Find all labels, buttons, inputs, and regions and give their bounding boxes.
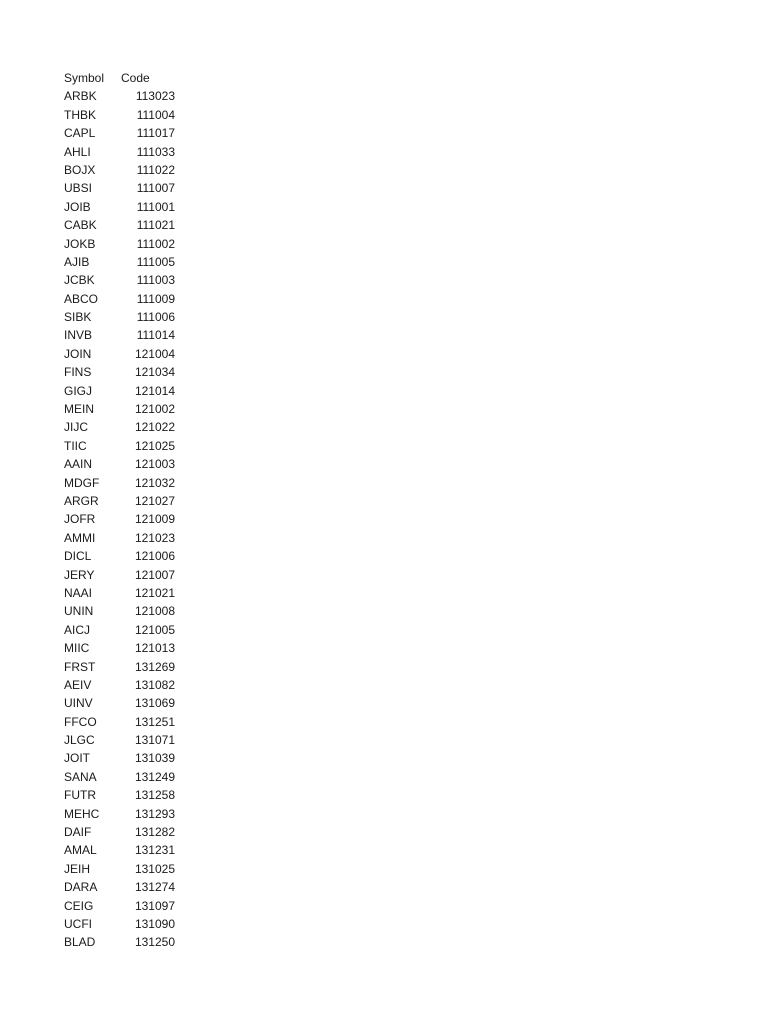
code-cell: 131274 <box>134 880 175 895</box>
code-cell: 111009 <box>136 291 175 306</box>
symbol-cell: NAAI <box>64 585 93 600</box>
code-cell: 111007 <box>136 181 175 196</box>
code-cell: 113023 <box>135 89 175 104</box>
symbol-cell: ABCO <box>64 291 99 306</box>
code-cell: 131231 <box>134 843 175 858</box>
symbol-cell: BOJX <box>64 162 96 177</box>
symbol-cell: AEIV <box>64 677 92 692</box>
symbol-cell: AICJ <box>64 622 91 637</box>
symbol-cell: FUTR <box>64 788 96 803</box>
symbol-cell: JERY <box>64 567 95 582</box>
code-cell: 131293 <box>134 806 175 821</box>
code-cell: 121005 <box>134 622 175 637</box>
code-cell: 131258 <box>134 788 175 803</box>
code-cell: 131025 <box>134 861 175 876</box>
code-cell: 121007 <box>134 567 175 582</box>
code-cell: 131090 <box>134 916 175 931</box>
symbol-cell: BLAD <box>64 935 96 950</box>
symbol-cell: DICL <box>64 549 92 564</box>
code-cell: 111006 <box>136 310 175 325</box>
symbol-cell: SIBK <box>64 310 92 325</box>
symbol-cell: ARGR <box>64 493 99 508</box>
code-cell: 121002 <box>134 402 175 417</box>
symbol-cell: AAIN <box>64 457 93 472</box>
symbol-cell: MEHC <box>64 806 100 821</box>
symbol-cell: JIJC <box>64 420 88 435</box>
symbol-cell: FINS <box>64 365 92 380</box>
code-cell: 121032 <box>134 475 175 490</box>
code-cell: 131251 <box>134 714 175 729</box>
code-cell: 121023 <box>134 530 175 545</box>
code-cell: 111002 <box>136 236 175 251</box>
code-cell: 121006 <box>134 549 175 564</box>
symbol-cell: THBK <box>64 107 97 122</box>
code-cell: 131249 <box>134 769 175 784</box>
code-cell: 121034 <box>134 365 175 380</box>
code-cell: 121003 <box>134 457 175 472</box>
code-cell: 131282 <box>134 825 175 840</box>
code-cell: 121022 <box>134 420 175 435</box>
code-cell: 121025 <box>134 438 175 453</box>
symbol-cell: JLGC <box>64 733 95 748</box>
code-cell: 131071 <box>134 733 175 748</box>
code-cell: 131082 <box>134 677 175 692</box>
symbol-cell: UINV <box>64 696 93 711</box>
symbol-cell: SANA <box>64 769 97 784</box>
symbol-cell: AMMI <box>64 530 96 545</box>
symbol-cell: FRST <box>64 659 96 674</box>
code-cell: 121014 <box>134 383 175 398</box>
symbol-cell: JOIN <box>64 346 92 361</box>
symbol-cell: JOIB <box>64 199 91 214</box>
symbol-cell: MIIC <box>64 641 90 656</box>
code-cell: 111021 <box>136 218 175 233</box>
code-cell: 121008 <box>134 604 175 619</box>
symbol-cell: JOKB <box>64 236 96 251</box>
code-cell: 111033 <box>136 144 175 159</box>
code-cell: 111003 <box>136 273 175 288</box>
symbol-cell: JOIT <box>64 751 90 766</box>
symbol-cell: AJIB <box>64 254 90 269</box>
code-cell: 111014 <box>136 328 175 343</box>
symbol-cell: UBSI <box>64 181 93 196</box>
code-cell: 121021 <box>134 585 175 600</box>
symbol-cell: UNIN <box>64 604 94 619</box>
code-cell: 111005 <box>136 254 175 269</box>
code-cell: 131250 <box>134 935 175 950</box>
symbol-cell: INVB <box>64 328 93 343</box>
symbol-column-header: Symbol <box>64 71 105 85</box>
symbol-cell: FFCO <box>64 714 97 729</box>
symbol-cell: JEIH <box>64 861 91 876</box>
code-cell: 121027 <box>134 493 175 508</box>
symbol-cell: DARA <box>64 880 98 895</box>
code-cell: 111017 <box>136 126 175 141</box>
symbol-cell: DAIF <box>64 825 92 840</box>
code-cell: 131269 <box>134 659 175 674</box>
symbol-cell: MDGF <box>64 475 100 490</box>
code-cell: 131069 <box>134 696 175 711</box>
symbol-cell: GIGJ <box>64 383 93 398</box>
code-cell: 111004 <box>136 107 175 122</box>
symbol-cell: AMAL <box>64 843 97 858</box>
code-cell: 111001 <box>136 199 175 214</box>
symbol-cell: ARBK <box>64 89 97 104</box>
symbol-cell: JCBK <box>64 273 95 288</box>
symbol-cell: TIIC <box>64 438 87 453</box>
code-cell: 111022 <box>136 162 175 177</box>
symbol-cell: UCFI <box>64 916 92 931</box>
symbol-cell: CABK <box>64 218 97 233</box>
code-cell: 121009 <box>134 512 175 527</box>
code-cell: 131039 <box>134 751 175 766</box>
code-cell: 121004 <box>134 346 175 361</box>
symbol-cell: JOFR <box>64 512 96 527</box>
code-column-header: Code <box>121 71 150 85</box>
code-cell: 121013 <box>134 641 175 656</box>
symbol-cell: MEIN <box>64 402 94 417</box>
code-cell: 131097 <box>134 898 175 913</box>
symbol-cell: CEIG <box>64 898 94 913</box>
symbol-cell: AHLI <box>64 144 91 159</box>
symbol-cell: CAPL <box>64 126 96 141</box>
